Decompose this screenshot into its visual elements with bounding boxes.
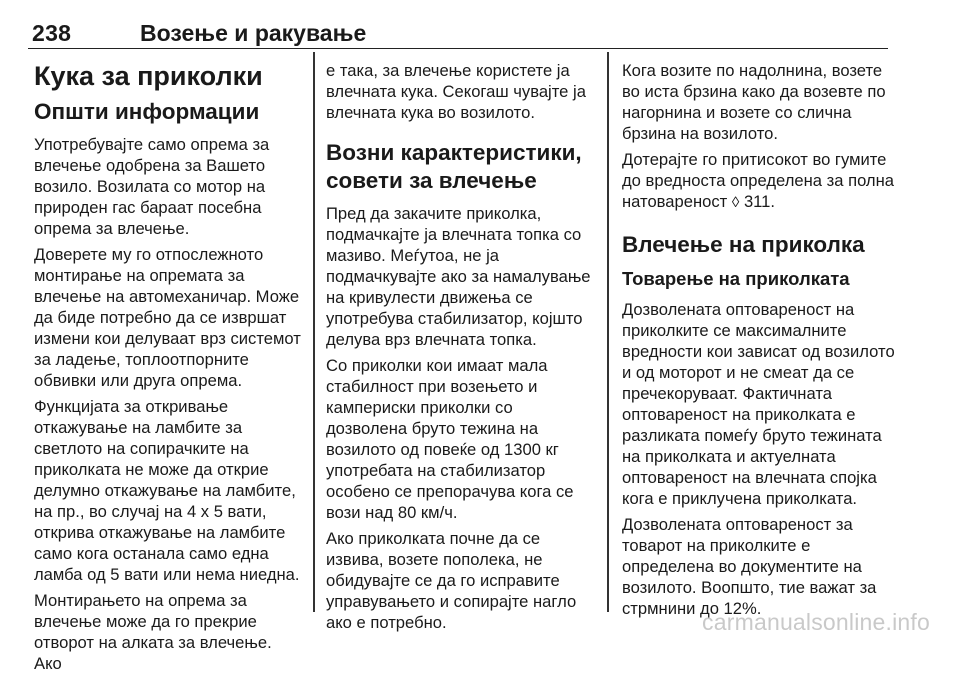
paragraph: Со приколки кои имаат мала стабилност при возењето и кампериски приколки со дозволена бруто тежина на возилото од повеќе од 1300 кг употребата на стабилизатор особено се препорачува кога се вози над 80 км/ч. — [326, 356, 574, 522]
paragraph: Монтирањето на опрема за влечење може да го прекрие отворот на алката за влечење. Ако — [34, 591, 272, 673]
column-1 — [34, 60, 302, 673]
column-3 — [622, 60, 900, 618]
column-divider — [313, 52, 315, 612]
paragraph: Кога возите по надолнина, возете во иста брзина како да возевте по нагорнина и возете со слична брзина на возилото. — [622, 61, 886, 143]
paragraph: е така, за влечење користете ја влечната кука. Секогаш чувајте ја влечната кука во возилото. — [326, 61, 586, 122]
paragraph — [622, 149, 900, 213]
page-ref-arrow-icon[interactable]: ◊ — [731, 194, 740, 211]
column-divider — [607, 52, 609, 612]
paragraph: Дозволената оптовареност на приколките се максималните вредности кои зависат од возилото и од моторот и не смеат да се пречекоруваат. Фактичната оптовареност на приколката е разликата помеѓу бруто тежината на приколката и актуелната оптовареност на влечната спојка кога е приклучена приколката. — [622, 300, 895, 508]
section-heading: Возни карактеристики, совети за влечење — [326, 140, 582, 193]
paragraph: Доверете му го отпослежното монтирање на опремата за влечење на автомеханичар. Може да биде потребно да се извршат измени кои делуваат врз системот за ладење, топлоотпорните обвивки или друга опрема. — [34, 245, 301, 390]
paragraph: Дозволената оптовареност за товарот на приколките е определена во документите на возилото. Воопшто, тие важат за стрмнини до 12%. — [622, 515, 877, 618]
page-header — [28, 12, 888, 49]
section-heading: Влечење на приколка — [622, 232, 865, 257]
paragraph: Пред да закачите приколка, подмачкајте ја влечната топка со мазиво. Меѓутоа, не ја подмачкувајте ако за намалување на кривулести движења се употребува стабилизатор, којшто делува врз влечната топка. — [326, 204, 591, 349]
column-2 — [326, 60, 594, 632]
page-reference[interactable]: 311. — [743, 192, 776, 211]
chapter-title: Кука за приколки — [34, 61, 263, 91]
subsection-heading: Товарење на приколката — [622, 268, 850, 289]
section-title: Возење и ракување — [140, 20, 367, 46]
page-number: 238 — [32, 20, 72, 46]
watermark: carmanualsonline.info — [702, 609, 930, 635]
paragraph: Функцијата за откривање откажување на ламбите за светлото на сопирачките на приколката не може да открие делумно откажување на ламбите, на пр., во случај на 4 x 5 вати, открива откажување на ламбите само кога останала само една ламба од 5 вати или нема ниедна. — [34, 397, 300, 584]
paragraph-text: Дотерајте го притисокот во гумите до вредноста определена за полна натовареност — [622, 150, 895, 211]
section-heading: Општи информации — [34, 99, 260, 124]
paragraph: Употребувајте само опрема за влечење одобрена за Вашето возило. Возилата со мотор на природен гас бараат посебна опрема за влечење. — [34, 135, 270, 238]
paragraph: Ако приколката почне да се извива, возете пополека, не обидувајте се да го исправите управувањето и сопирајте нагло ако е потребно. — [326, 529, 577, 632]
